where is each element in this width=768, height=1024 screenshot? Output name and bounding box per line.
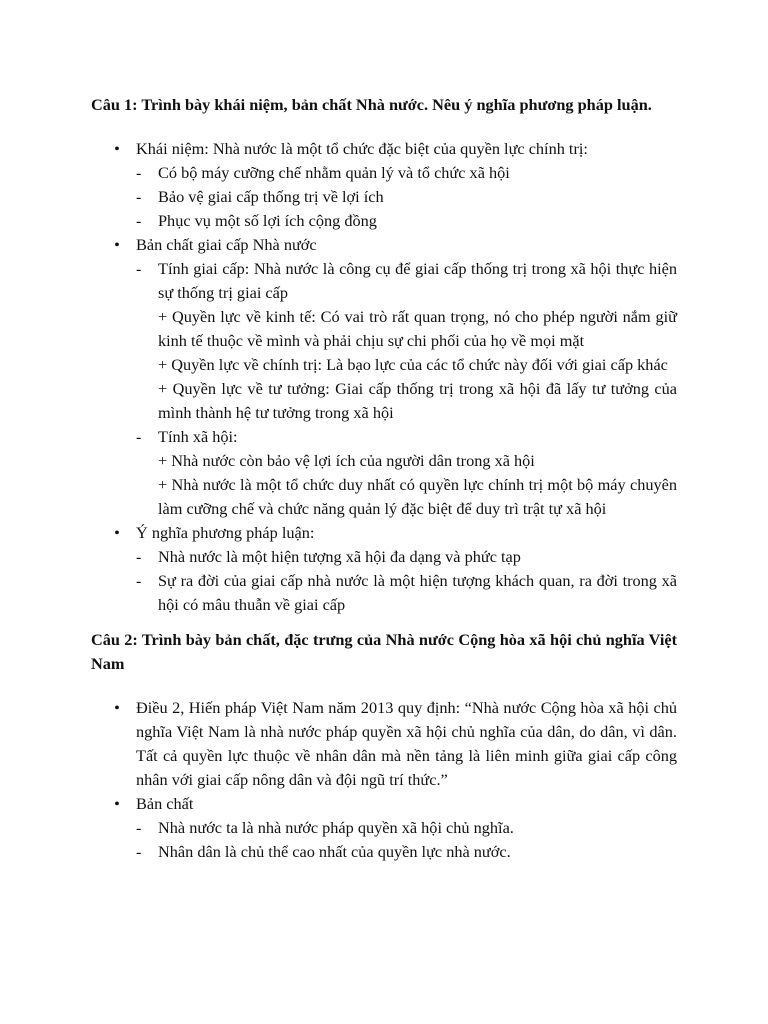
plus-line: + Quyền lực về tư tưởng: Giai cấp thống trị trong xã hội đã lấy tư tưởng của mình thành hệ tư tưởng trong xã hội (158, 379, 677, 422)
plus-line: + Nhà nước là một tổ chức duy nhất có quyền lực chính trị một bộ máy chuyên làm cưỡng chế và chức năng quản lý đặc biệt để duy trì trật tự xã hội (158, 475, 677, 518)
dash-marker: - (136, 818, 142, 837)
bullet-text: Khái niệm: Nhà nước là một tổ chức đặc biệt của quyền lực chính trị: (136, 139, 588, 158)
section-2-list (91, 696, 677, 864)
dash-text: Tính giai cấp: Nhà nước là công cụ để giai cấp thống trị trong xã hội thực hiện sự thống trị giai cấp (158, 259, 677, 302)
bullet-item (91, 696, 677, 792)
document-page (91, 93, 677, 864)
bullet-item (91, 521, 677, 617)
dash-list (91, 545, 677, 617)
dash-item (91, 209, 677, 233)
dash-item (91, 185, 677, 209)
dash-item (91, 840, 677, 864)
section-1-heading: Câu 1: Trình bày khái niệm, bản chất Nhà nước. Nêu ý nghĩa phương pháp luận. (91, 95, 652, 114)
section-1-list (91, 137, 677, 617)
dash-item (91, 161, 677, 185)
bullet-marker: • (114, 698, 120, 717)
plus-line: + Nhà nước còn bảo vệ lợi ích của người dân trong xã hội (158, 451, 535, 470)
bullet-text: Ý nghĩa phương pháp luận: (136, 523, 315, 542)
dash-list (91, 161, 677, 233)
dash-text: Bảo vệ giai cấp thống trị về lợi ích (158, 187, 384, 206)
dash-item (91, 816, 677, 840)
dash-marker: - (136, 259, 142, 278)
dash-item (91, 545, 677, 569)
bullet-text: Điều 2, Hiến pháp Việt Nam năm 2013 quy định: “Nhà nước Cộng hòa xã hội chủ nghĩa Việt Nam là nhà nước pháp quyền xã hội chủ nghĩa của dân, do dân, vì dân. Tất cả quyền lực thuộc về nhân dân mà nền tảng là liên minh giữa giai cấp công nhân với giai cấp nông dân và đội ngũ trí thức.” (136, 698, 677, 789)
bullet-marker: • (114, 139, 120, 158)
dash-item (91, 569, 677, 617)
dash-text: Tính xã hội: (158, 427, 238, 446)
dash-list (91, 257, 677, 521)
section-2-heading: Câu 2: Trình bày bản chất, đặc trưng của Nhà nước Cộng hòa xã hội chủ nghĩa Việt Nam (91, 630, 677, 673)
dash-text: Nhà nước là một hiện tượng xã hội đa dạng và phức tạp (158, 547, 521, 566)
dash-list (91, 816, 677, 864)
bullet-item (91, 137, 677, 233)
bullet-item (91, 233, 677, 521)
bullet-marker: • (114, 523, 120, 542)
bullet-text: Bản chất giai cấp Nhà nước (136, 235, 317, 254)
bullet-text: Bản chất (136, 794, 194, 813)
plus-line: + Quyền lực về chính trị: Là bạo lực của các tổ chức này đối với giai cấp khác (158, 355, 668, 374)
dash-marker: - (136, 187, 142, 206)
dash-marker: - (136, 427, 142, 446)
dash-text: Phục vụ một số lợi ích cộng đồng (158, 211, 377, 230)
dash-marker: - (136, 211, 142, 230)
dash-text: Nhà nước ta là nhà nước pháp quyền xã hội chủ nghĩa. (158, 818, 514, 837)
dash-item (91, 425, 677, 521)
bullet-marker: • (114, 235, 120, 254)
bullet-marker: • (114, 794, 120, 813)
dash-marker: - (136, 163, 142, 182)
dash-marker: - (136, 571, 142, 590)
dash-text: Có bộ máy cưỡng chế nhằm quản lý và tổ chức xã hội (158, 163, 510, 182)
dash-item (91, 257, 677, 425)
plus-line: + Quyền lực về kinh tế: Có vai trò rất quan trọng, nó cho phép người nắm giữ kinh tế thuộc về mình và phải chịu sự chi phối của họ về mọi mặt (158, 307, 677, 350)
dash-text: Sự ra đời của giai cấp nhà nước là một hiện tượng khách quan, ra đời trong xã hội có mâu thuẫn về giai cấp (158, 571, 677, 614)
bullet-item (91, 792, 677, 864)
dash-text: Nhân dân là chủ thể cao nhất của quyền lực nhà nước. (158, 842, 511, 861)
dash-marker: - (136, 842, 142, 861)
dash-marker: - (136, 547, 142, 566)
